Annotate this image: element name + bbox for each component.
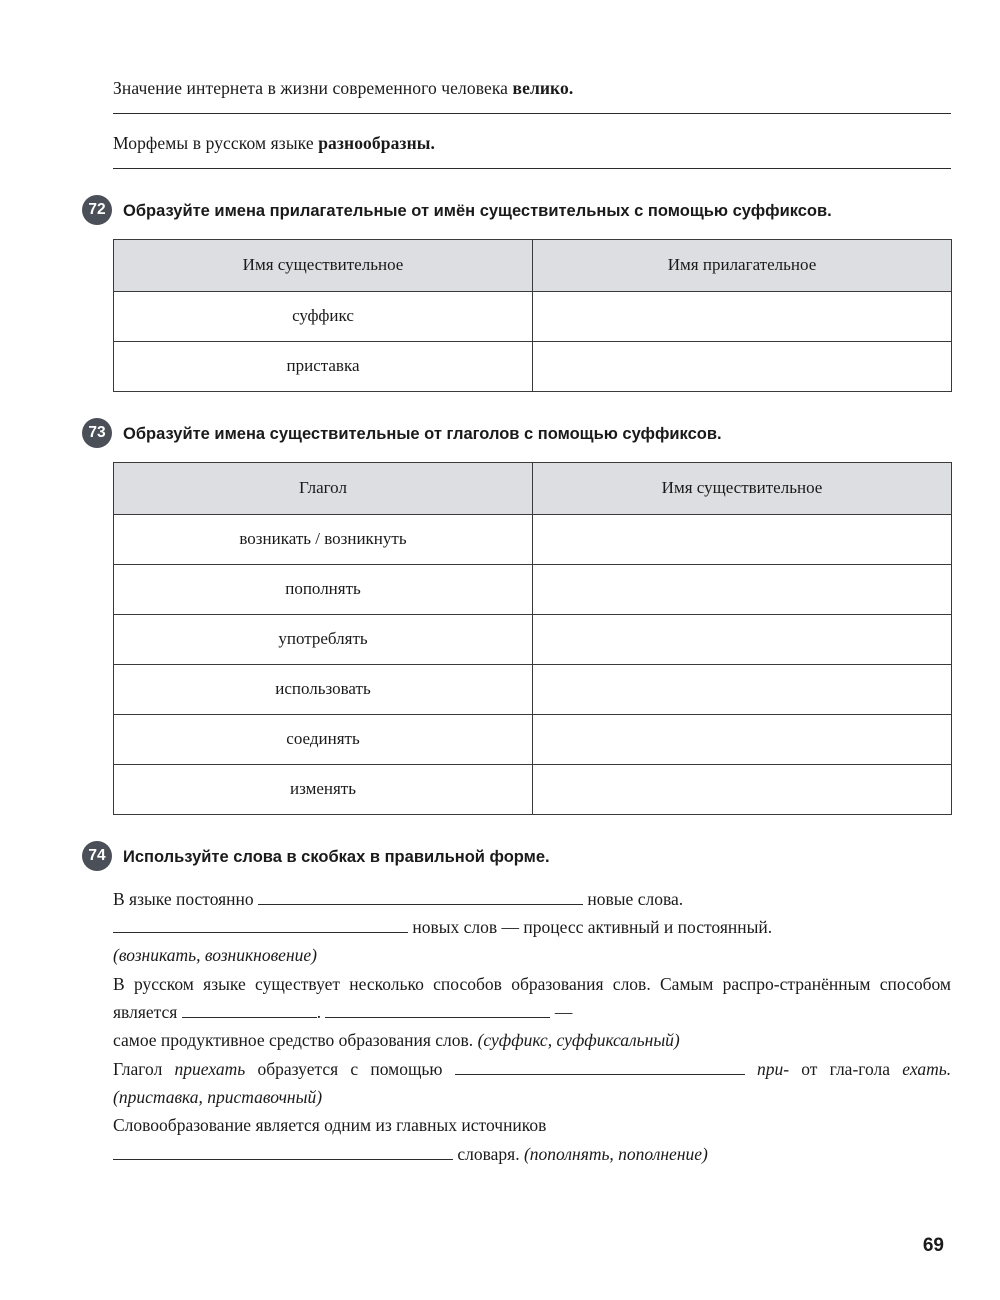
answer-rule-2 <box>113 168 951 169</box>
table-row <box>114 291 952 341</box>
table-header-row <box>114 239 952 291</box>
fill-text: словаря. <box>457 1143 520 1164</box>
table-cell-answer[interactable] <box>533 664 952 714</box>
table-cell-answer[interactable] <box>533 614 952 664</box>
intro-sentence-2-bold: разнообразны. <box>318 133 435 154</box>
fill-hint: (возникать, возникновение) <box>113 945 317 966</box>
table-cell-prompt: изменять <box>114 764 533 814</box>
intro-sentence-1-bold: велико. <box>512 78 574 98</box>
table-cell-prompt: использовать <box>114 664 533 714</box>
table-cell-answer[interactable] <box>533 764 952 814</box>
fill-text: самое продуктивное средство образования слов. <box>113 1030 474 1051</box>
fill-blank[interactable] <box>113 1140 453 1159</box>
fill-text: В языке постоянно <box>113 888 254 909</box>
table-row <box>114 764 952 814</box>
exercise-73-table <box>113 462 952 815</box>
page-number: 69 <box>922 1235 944 1256</box>
table-header-cell: Глагол <box>114 462 533 514</box>
fill-paragraph-3 <box>113 1055 951 1112</box>
fill-text: Словообразование является одним из главных источников <box>113 1115 547 1136</box>
intro-sentence-1-text: Значение интернета в жизни современного человека <box>113 78 513 98</box>
table-cell-answer[interactable] <box>533 291 952 341</box>
fill-italic-word: ехать. <box>902 1058 952 1079</box>
page-content <box>88 75 952 1168</box>
table-cell-answer[interactable] <box>533 341 952 391</box>
fill-text: от гла-гола <box>801 1058 891 1079</box>
fill-text: В русском языке существует несколько способов образования слов. Самым распро-странённым способом является <box>113 973 951 1022</box>
fill-text: образуется с помощью <box>257 1058 443 1079</box>
fill-blank[interactable] <box>258 885 583 904</box>
table-row <box>114 341 952 391</box>
exercise-number-badge: 74 <box>82 841 112 871</box>
table-cell-prompt: употреблять <box>114 614 533 664</box>
table-cell-prompt: соединять <box>114 714 533 764</box>
table-header-cell: Имя существительное <box>533 462 952 514</box>
fill-paragraph-4 <box>113 1111 951 1168</box>
fill-text: новых слов — процесс активный и постоянный. <box>412 916 773 937</box>
table-cell-prompt: возникать / возникнуть <box>114 514 533 564</box>
table-header-cell: Имя прилагательное <box>533 239 952 291</box>
exercise-title: Образуйте имена существительные от глаголов с помощью суффиксов. <box>123 424 722 443</box>
intro-sentence-2-text: Морфемы в русском языке <box>113 133 319 154</box>
exercise-title: Используйте слова в скобках в правильной форме. <box>123 847 550 866</box>
table-row <box>114 664 952 714</box>
fill-blank[interactable] <box>113 913 408 932</box>
fill-blank[interactable] <box>182 999 317 1018</box>
fill-blank[interactable] <box>455 1055 745 1074</box>
exercise-72-table <box>113 239 952 392</box>
fill-text: — <box>554 1001 573 1022</box>
exercise-title: Образуйте имена прилагательные от имён существительных с помощью суффиксов. <box>123 201 832 220</box>
table-row <box>114 614 952 664</box>
fill-italic-word: при- <box>756 1058 790 1079</box>
intro-sentence-1 <box>113 75 951 101</box>
exercise-74-body <box>113 885 951 1168</box>
table-header-cell: Имя существительное <box>114 239 533 291</box>
fill-text: новые слова. <box>587 888 684 909</box>
fill-paragraph-2: В русском языке существует несколько способов образования слов. Самым распро-странённым способом является . — самое продуктивное средство образования слов. (суффикс, суффиксальный) <box>113 973 951 1051</box>
fill-text: Глагол <box>113 1058 163 1079</box>
table-cell-prompt: приставка <box>114 341 533 391</box>
table-row <box>114 714 952 764</box>
table-header-row <box>114 462 952 514</box>
table-cell-answer[interactable] <box>533 514 952 564</box>
exercise-72-heading <box>82 197 951 225</box>
exercise-73-heading <box>82 420 951 448</box>
table-cell-answer[interactable] <box>533 564 952 614</box>
exercise-number-badge: 72 <box>82 195 112 225</box>
fill-italic-word: приехать <box>174 1058 246 1079</box>
fill-hint: (суффикс, суффиксальный) <box>477 1030 680 1051</box>
table-cell-answer[interactable] <box>533 714 952 764</box>
intro-sentence-2 <box>113 130 951 156</box>
fill-blank[interactable] <box>325 999 550 1018</box>
answer-rule-1 <box>113 113 951 114</box>
fill-hint: (приставка, приставочный) <box>113 1086 323 1107</box>
table-cell-prompt: пополнять <box>114 564 533 614</box>
exercise-74-heading <box>82 843 951 871</box>
table-cell-prompt: суффикс <box>114 291 533 341</box>
exercise-number-badge: 73 <box>82 418 112 448</box>
table-row <box>114 564 952 614</box>
fill-paragraph-1 <box>113 885 951 970</box>
table-row <box>114 514 952 564</box>
fill-hint: (пополнять, пополнение) <box>523 1143 708 1164</box>
